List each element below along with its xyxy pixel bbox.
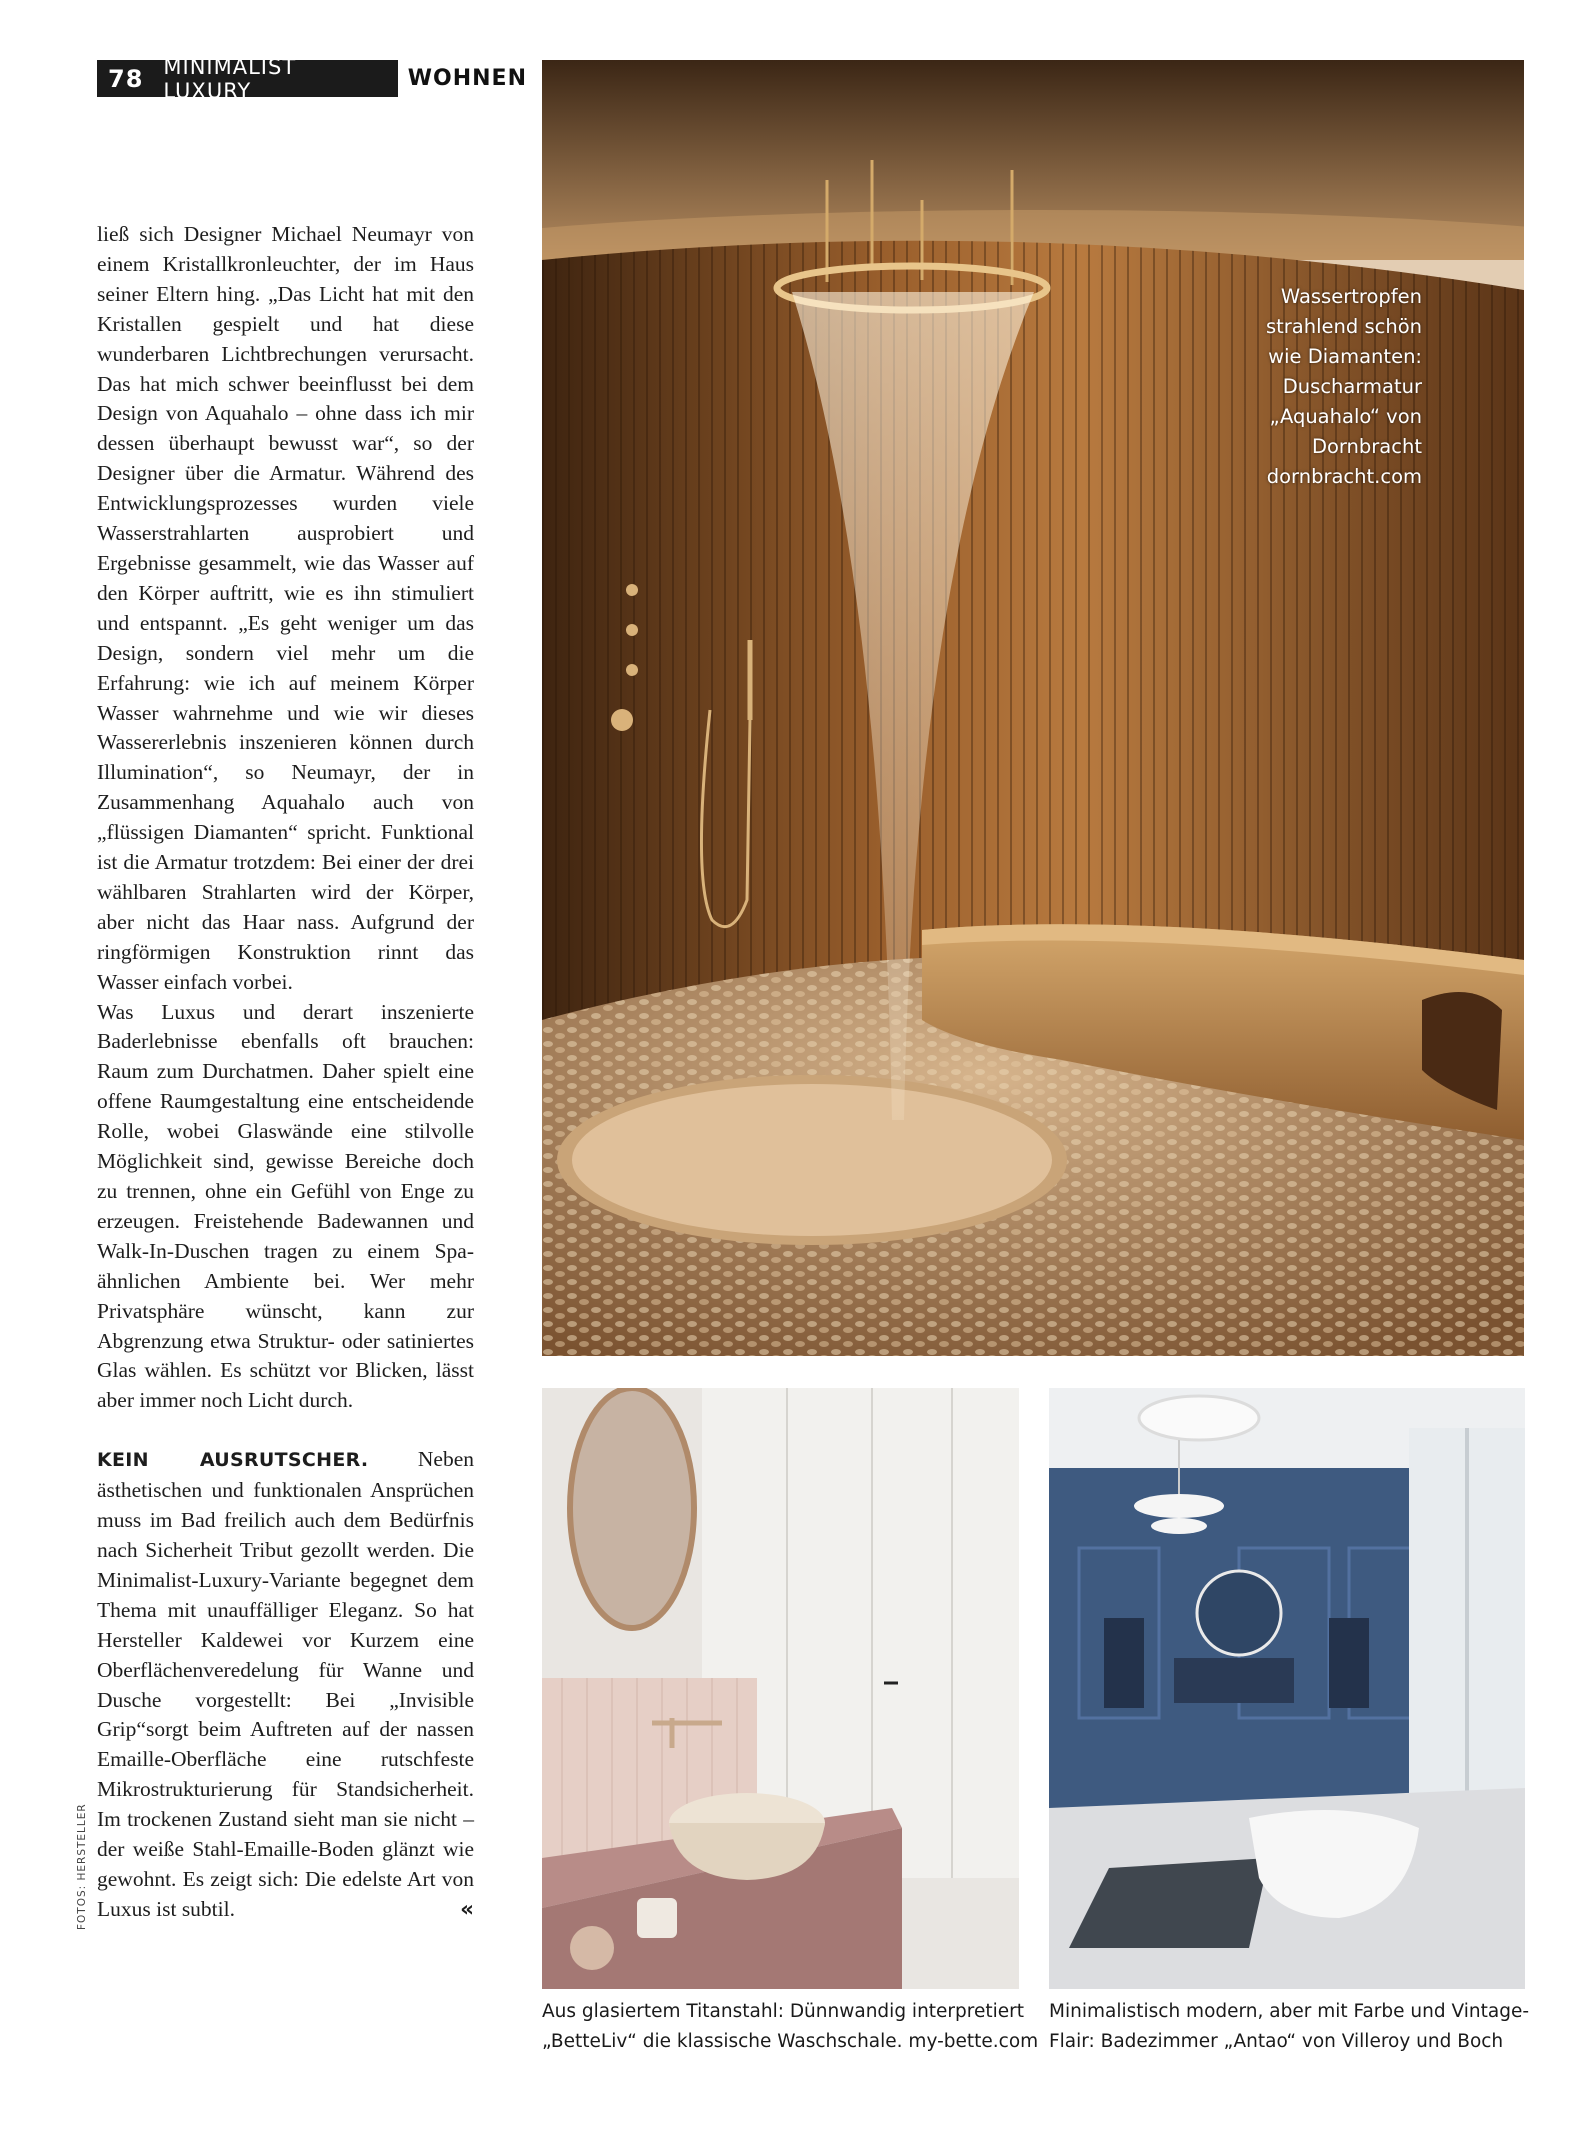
washbasin-caption: Aus glasiertem Titanstahl: Dünnwandig interpretiert „BetteLiv“ die klassische Waschschale. my-bette.com [542, 2001, 1039, 2052]
bathroom-caption: Minimalistisch modern, aber mit Farbe und Vintage-Flair: Badezimmer „Antao“ von Villeroy und Boch [1049, 2001, 1529, 2052]
caption-line: wie Diamanten: [1268, 345, 1422, 368]
page-number: 78 [108, 64, 144, 93]
caption-line: dornbracht.com [1266, 465, 1422, 488]
caption-line: strahlend schön [1265, 315, 1422, 338]
shower-illustration [542, 60, 1524, 1356]
article-paragraph [97, 1445, 474, 1925]
main-photo-caption [1232, 282, 1422, 492]
category-label: WOHNEN [398, 60, 537, 97]
washbasin-photo [542, 1388, 1019, 1989]
caption-line: Wassertropfen [1280, 285, 1422, 308]
article-paragraph: Was Luxus und derart inszenierte Baderlebnisse ebenfalls oft brauchen: Raum zum Durchatmen. Daher spielt eine offene Raumgestaltung eine entscheidende Rolle, wobei Glaswände eine stilvolle Möglichkeit sind, gewisse Bereiche doch zu trennen, ohne ein Gefühl von Enge zu erzeugen. Freistehende Badewannen und Walk-In-Duschen tragen zu einem Spa-ähnlichen Ambiente bei. Wer mehr Privatsphäre wünscht, kann zur Abgrenzung etwa Struktur- oder satiniertes Glas wählen. Es schützt vor Blicken, lässt aber immer noch Licht durch. [97, 999, 474, 1413]
caption-line: Duscharmatur [1282, 375, 1422, 398]
blue-bathroom-photo [1049, 1388, 1525, 1989]
washbasin-illustration [542, 1388, 1019, 1989]
main-shower-photo [542, 60, 1524, 1356]
paragraph-text: Neben ästhetischen und funktionalen Ansprüchen muss im Bad freilich auch dem Bedürfnis nach Sicherheit Tribut gezollt werden. Die Minimalist-Luxury-Variante begegnet dem Thema mit unauffälliger Eleganz. So hat Hersteller Kaldewei vor Kurzem eine Oberflächenveredelung für Wanne und Dusche vorgestellt: Bei „Invisible Grip“sorgt beim Auftreten auf der nassen Emaille-Oberfläche eine rutschfeste Mikrostrukturierung für Standsicherheit. Im trockenen Zustand sieht man sie nicht – der weiße Stahl-Emaille-Boden glänzt wie gewohnt. Es zeigt sich: Die edelste Art von Luxus ist subtil. [97, 1447, 474, 1921]
bathroom-illustration [1049, 1388, 1525, 1989]
run-in-heading: KEIN AUSRUTSCHER. [97, 1449, 369, 1472]
end-mark: « [460, 1896, 474, 1922]
article-paragraph: ließ sich Designer Michael Neumayr von einem Kristallkronleuchter, der im Haus seiner Eltern hing. „Das Licht hat mit den Kristallen gespielt und hat diese wunderbaren Lichtbrechungen verursacht. Das hat mich schwer beeinflusst bei dem Design von Aquahalo – ohne dass ich mir dessen überhaupt bewusst war“, so der Designer über die Armatur. Während des Entwicklungsprozesses wurden viele Wasserstrahlarten ausprobiert und Ergebnisse gesammelt, wie das Wasser auf den Körper auftritt, wie es ihn stimuliert und entspannt. „Es geht weniger um das Design, sondern viel mehr um die Erfahrung: wie ich auf meinem Körper Wasser wahrnehme und wie wir dieses Wassererlebnis inszenieren können durch Illumination“, so Neumayr, der in Zusammenhang Aquahalo auch von „flüssigen Diamanten“ spricht. Funktional ist die Armatur trotzdem: Bei einer der drei wählbaren Strahlarten wird der Körper, aber nicht das Haar nass. Aufgrund der ringförmigen Konstruktion rinnt das Wasser einfach vorbei. [97, 222, 474, 994]
article-body [97, 220, 474, 1925]
caption-line: Dornbracht [1311, 435, 1422, 458]
page-header [97, 54, 537, 103]
photo-credit: FOTOS: HERSTELLER [76, 1803, 88, 1930]
section-title: MINIMALIST LUXURY [163, 54, 297, 103]
caption-line: „Aquahalo“ von [1269, 405, 1422, 428]
